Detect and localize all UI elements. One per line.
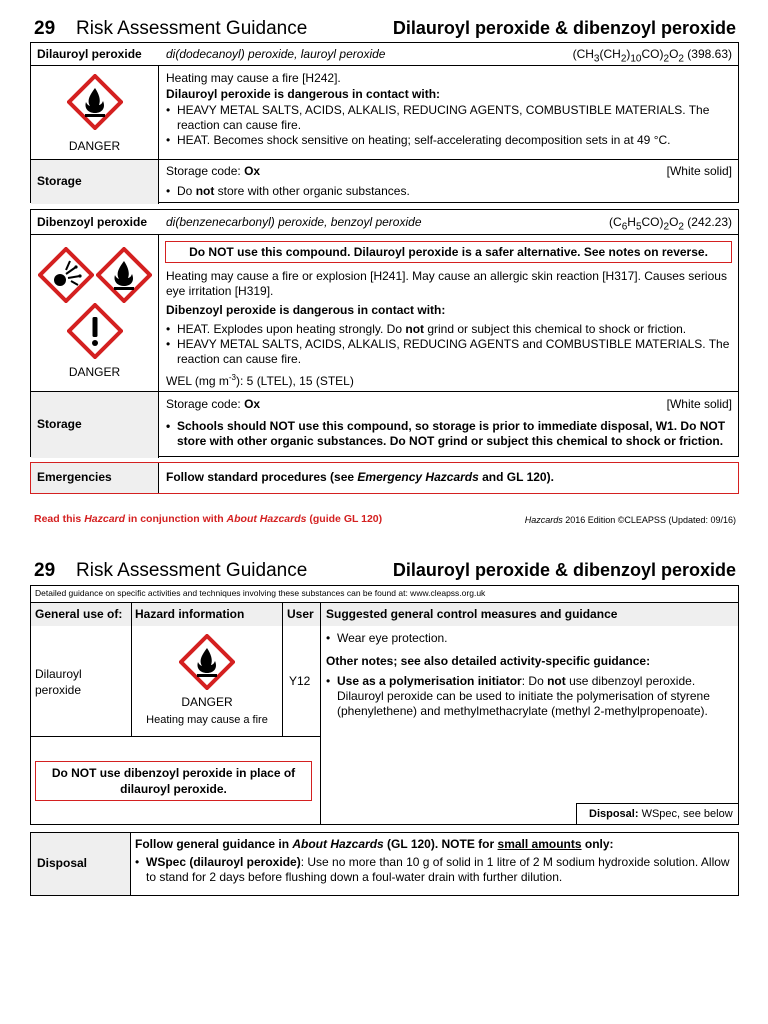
- physical-state: [White solid]: [666, 397, 732, 411]
- dilauroyl-hazard-text: [166, 71, 732, 148]
- edition-note: Hazcards 2016 Edition ©CLEAPSS (Updated: 09/16): [524, 515, 736, 525]
- contact-item: • HEAT. Becomes shock sensitive on heating; self-accelerating decomposition sets in at 49 °C.: [166, 133, 732, 148]
- dilauroyl-card: [30, 42, 739, 203]
- measure-item: • Wear eye protection.: [326, 631, 730, 646]
- dibenzoyl-hazard-text: [166, 269, 732, 389]
- do-not-use-warning: [35, 761, 312, 801]
- dilauroyl-pictogram-cell: [31, 66, 159, 159]
- page-header-reverse: [30, 556, 740, 586]
- flame-icon: [67, 74, 123, 130]
- exclamation-icon: [67, 303, 123, 359]
- divider: [282, 602, 283, 737]
- contact-item: • HEAVY METAL SALTS, ACIDS, ALKALIS, REDUCING AGENTS and COMBUSTIBLE MATERIALS. The reaction can cause fire.: [166, 337, 732, 367]
- hazard-caption: Heating may cause a fire: [146, 714, 268, 726]
- measure-item: • Use as a polymerisation initiator: Do not use dibenzoyl peroxide. Dilauroyl peroxide can be used to initiate the polymerisation of styrene (phenylethene) and methylmethacrylate (methyl 2-methylpropenoate).: [326, 674, 730, 719]
- do-not-use-warning: [165, 241, 732, 263]
- emergencies-row: [30, 462, 739, 494]
- disposal-row: [30, 832, 739, 896]
- emergencies-text: Follow standard procedures (see Emergency Hazcards and GL 120).: [166, 470, 554, 484]
- danger-label: DANGER: [68, 365, 121, 379]
- disposal-label: Disposal: [37, 856, 88, 870]
- substance-title: Dilauroyl peroxide & dibenzoyl peroxide: [392, 560, 736, 580]
- col-hazard: Hazard information: [135, 607, 245, 621]
- warning-text: Do NOT use this compound. Dilauroyl peroxide is a safer alternative. See notes on reverse.: [189, 245, 708, 259]
- disposal-tag: Disposal: WSpec, see below: [576, 803, 738, 825]
- col-general: General use of:: [35, 607, 123, 621]
- emergencies-label-cell: [31, 463, 159, 493]
- danger-label: DANGER: [68, 139, 121, 153]
- substance-name: Dilauroyl peroxide: [35, 667, 82, 697]
- dibenzoyl-storage-text: Storage code: Ox [White solid] • Schools should NOT use this compound, so storage is prior to immediate disposal, W1. Do NOT store with other organic substances. Do NOT grind or subject this chemical to shock or friction.: [166, 397, 732, 449]
- disposal-item: • WSpec (dilauroyl peroxide): Use no more than 10 g of solid in 1 litre of 2 M sodium hydroxide solution. Allow to stand for 2 days before flushing down a foul-water drain with further dilution.: [135, 855, 732, 885]
- detail-guidance-line: Detailed guidance on specific activities and techniques involving these substances can be found at: www.cleapss.org.uk: [35, 588, 486, 598]
- storage-label-cell: [31, 160, 159, 204]
- hazard-statement: Heating may cause a fire or explosion [H241]. May cause an allergic skin reaction [H317]. Causes serious eye irritation [H319].: [166, 269, 727, 298]
- dibenzoyl-synonyms: di(benzenecarbonyl) peroxide, benzoyl peroxide: [166, 215, 422, 229]
- contact-heading: Dibenzoyl peroxide is dangerous in contact with:: [166, 303, 446, 317]
- dibenzoyl-storage-row: [31, 391, 738, 458]
- col-user: User: [287, 607, 314, 621]
- read-with-note: Read this Hazcard in conjunction with About Hazcards (guide GL 120): [34, 513, 383, 525]
- dilauroyl-hazard-row: [31, 65, 738, 159]
- dilauroyl-storage-row: [31, 159, 738, 204]
- col-measures: Suggested general control measures and guidance: [326, 607, 618, 621]
- warning-text: Do NOT use dibenzoyl peroxide in place of dilauroyl peroxide.: [51, 766, 296, 796]
- dibenzoyl-hazard-row: [31, 234, 738, 391]
- dibenzoyl-pictogram-cell: [31, 235, 159, 391]
- page-title: Risk Assessment Guidance: [76, 18, 308, 39]
- guidance-header-row: [31, 602, 738, 626]
- storage-label: Storage: [37, 417, 82, 431]
- dilauroyl-name-row: [31, 43, 738, 65]
- dibenzoyl-name: Dibenzoyl peroxide: [37, 215, 148, 229]
- storage-label: Storage: [37, 174, 82, 188]
- dibenzoyl-name-row: [31, 210, 738, 234]
- storage-label-cell: [31, 392, 159, 458]
- divider: [320, 602, 321, 825]
- page-header: [30, 14, 740, 44]
- control-measures: [326, 631, 730, 719]
- disposal-label-cell: [31, 833, 131, 895]
- other-notes-heading: Other notes; see also detailed activity-specific guidance:: [326, 654, 651, 668]
- wel-limits: WEL (mg $m^{-3}$): 5 (LTEL), 15 (STEL): [166, 373, 354, 388]
- user-level: Y12: [289, 674, 311, 688]
- guidance-table: [30, 585, 739, 825]
- divider: [31, 736, 320, 737]
- dibenzoyl-card: [30, 209, 739, 457]
- storage-item: • Do not store with other organic substances.: [166, 184, 732, 199]
- dilauroyl-formula: $(CH_3(CH_2)_{10}CO)_2O_2$ (398.63): [572, 47, 732, 65]
- flame-icon: [96, 247, 152, 303]
- storage-code: Ox: [244, 397, 261, 411]
- storage-code: Ox: [244, 164, 261, 178]
- contact-item: • HEAT. Explodes upon heating strongly. Do not grind or subject this chemical to shock or friction.: [166, 322, 732, 337]
- page-number: 29: [34, 560, 56, 581]
- storage-item: • Schools should NOT use this compound, so storage is prior to immediate disposal, W1. Do NOT store with other organic substances. Do NOT grind or subject this chemical to shock or friction.: [166, 419, 732, 449]
- dilauroyl-storage-text: Storage code: Ox [White solid] • Do not store with other organic substances.: [166, 164, 732, 199]
- flame-icon: [179, 634, 235, 690]
- dibenzoyl-formula: $(C_6H_5CO)_2O_2$ (242.23): [609, 215, 732, 233]
- physical-state: [White solid]: [666, 164, 732, 178]
- emergencies-label: Emergencies: [37, 470, 112, 484]
- exploding-bomb-icon: [38, 247, 94, 303]
- danger-label: DANGER: [181, 695, 233, 709]
- page-number: 29: [34, 18, 56, 39]
- substance-title: Dilauroyl peroxide & dibenzoyl peroxide: [392, 18, 736, 38]
- dilauroyl-name: Dilauroyl peroxide: [37, 47, 142, 61]
- contact-item: • HEAVY METAL SALTS, ACIDS, ALKALIS, REDUCING AGENTS, COMBUSTIBLE MATERIALS. The reaction can cause fire.: [166, 103, 732, 133]
- dilauroyl-synonyms: di(dodecanoyl) peroxide, lauroyl peroxide: [166, 47, 386, 61]
- contact-heading: Dilauroyl peroxide is dangerous in contact with:: [166, 87, 441, 101]
- disposal-text: Follow general guidance in About Hazcards (GL 120). NOTE for small amounts only: • WSpec (dilauroyl peroxide): Use no more than 10 g of solid in 1 litre of 2 M sodium hydroxide solution. Allow to stand for 2 days before flushing down a foul-water drain with further dilution.: [135, 837, 732, 885]
- hazard-statement: Heating may cause a fire [H242].: [166, 71, 341, 85]
- page-title: Risk Assessment Guidance: [76, 560, 308, 581]
